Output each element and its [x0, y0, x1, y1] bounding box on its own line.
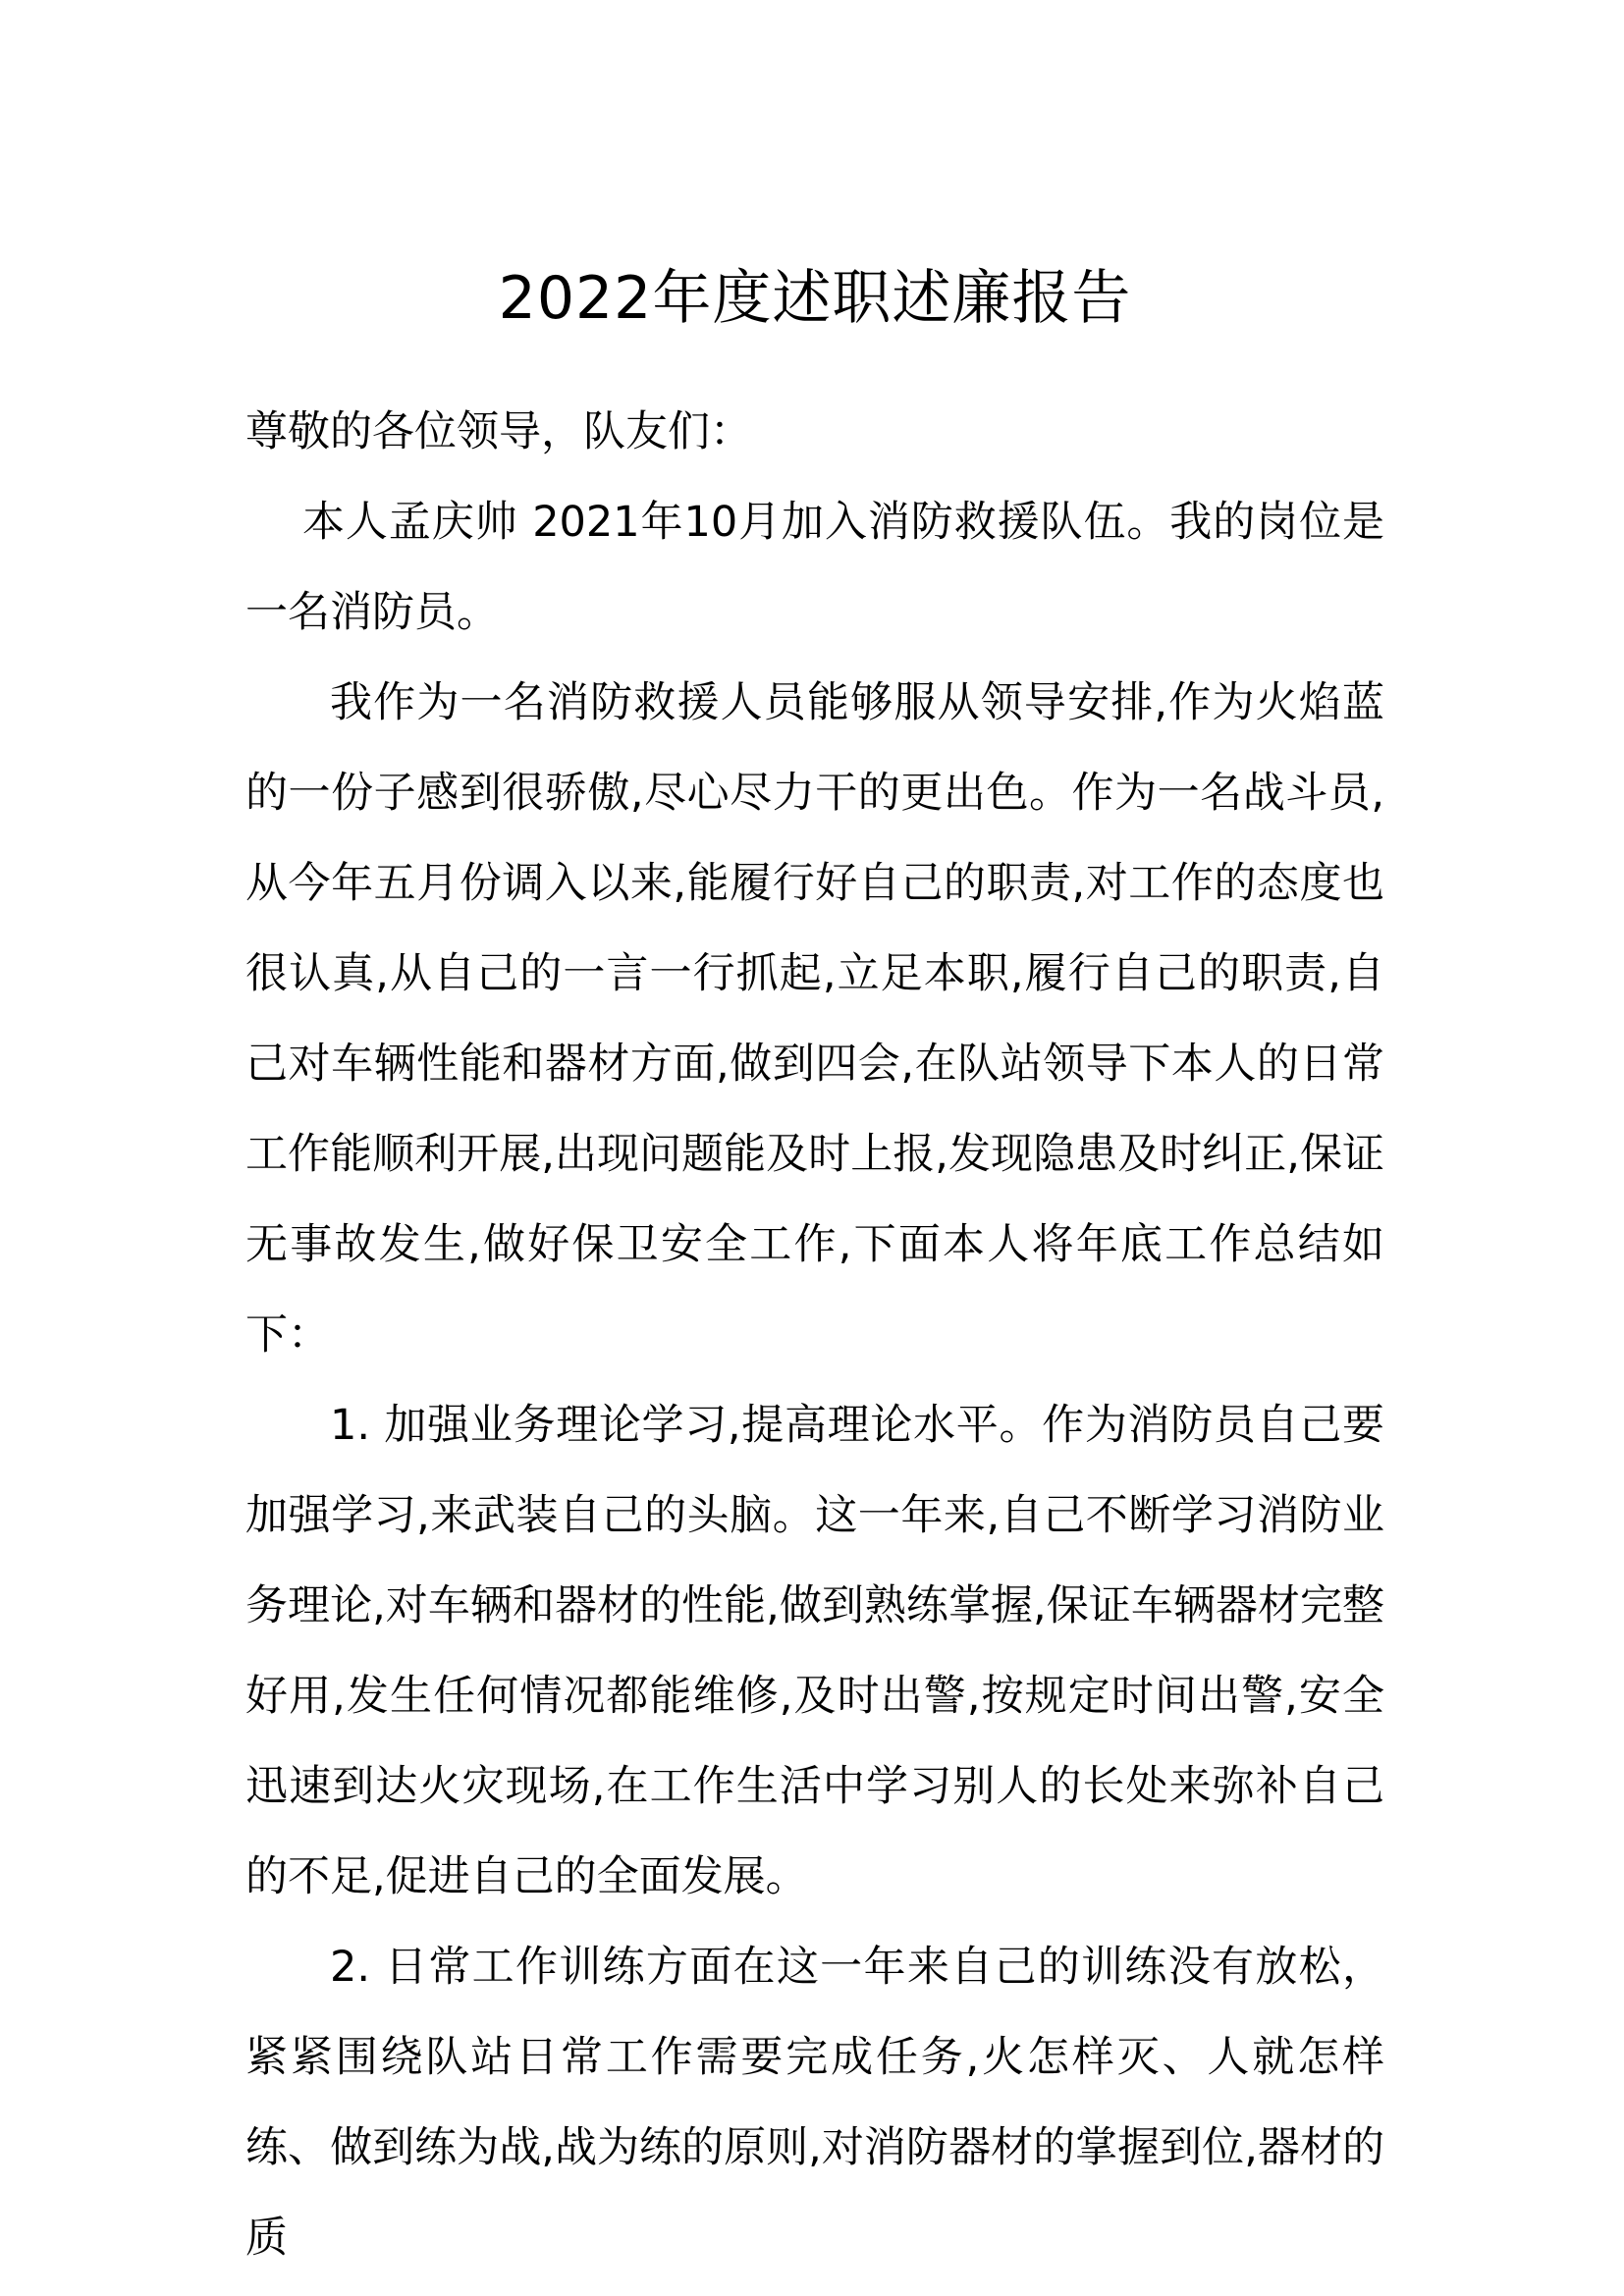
paragraph-item-2-daily-training: 2. 日常工作训练方面在这一年来自己的训练没有放松，紧紧围绕队站日常工作需要完成任务,火怎样灭、人就怎样练、做到练为战,战为练的原则,对消防器材的掌握到位,器材的质	[245, 1943, 1384, 2263]
salutation: 尊敬的各位领导，队友们：	[245, 407, 752, 456]
paragraph-item-1-theory-study: 1. 加强业务理论学习,提高理论水平。作为消防员自己要加强学习,来武装自己的头脑。这一年来,自己不断学习消防业务理论,对车辆和器材的性能,做到熟练掌握,保证车辆器材完整好用,发生任何情况都能维修,及时出警,按规定时间出警,安全迅速到达火灾现场,在工作生活中学习别人的长处来弥补自己的不足,促进自己的全面发展。	[245, 1401, 1384, 1901]
paragraph-duties-overview: 我作为一名消防救援人员能够服从领导安排,作为火焰蓝的一份子感到很骄傲,尽心尽力干的更出色。作为一名战斗员,从今年五月份调入以来,能履行好自己的职责,对工作的态度也很认真,从自己的一言一行抓起,立足本职,履行自己的职责,自己对车辆性能和器材方面,做到四会,在队站领导下本人的日常工作能顺利开展,出现问题能及时上报,发现隐患及时纠正,保证无事故发生,做好保卫安全工作,下面本人将年底工作总结如下：	[245, 678, 1384, 1360]
document-title: 2022年度述职述廉报告	[498, 264, 1132, 333]
paragraph-introduction: 本人孟庆帅 2021年10月加入消防救援队伍。我的岗位是一名消防员。	[245, 498, 1384, 637]
document-body	[245, 243, 1384, 2283]
